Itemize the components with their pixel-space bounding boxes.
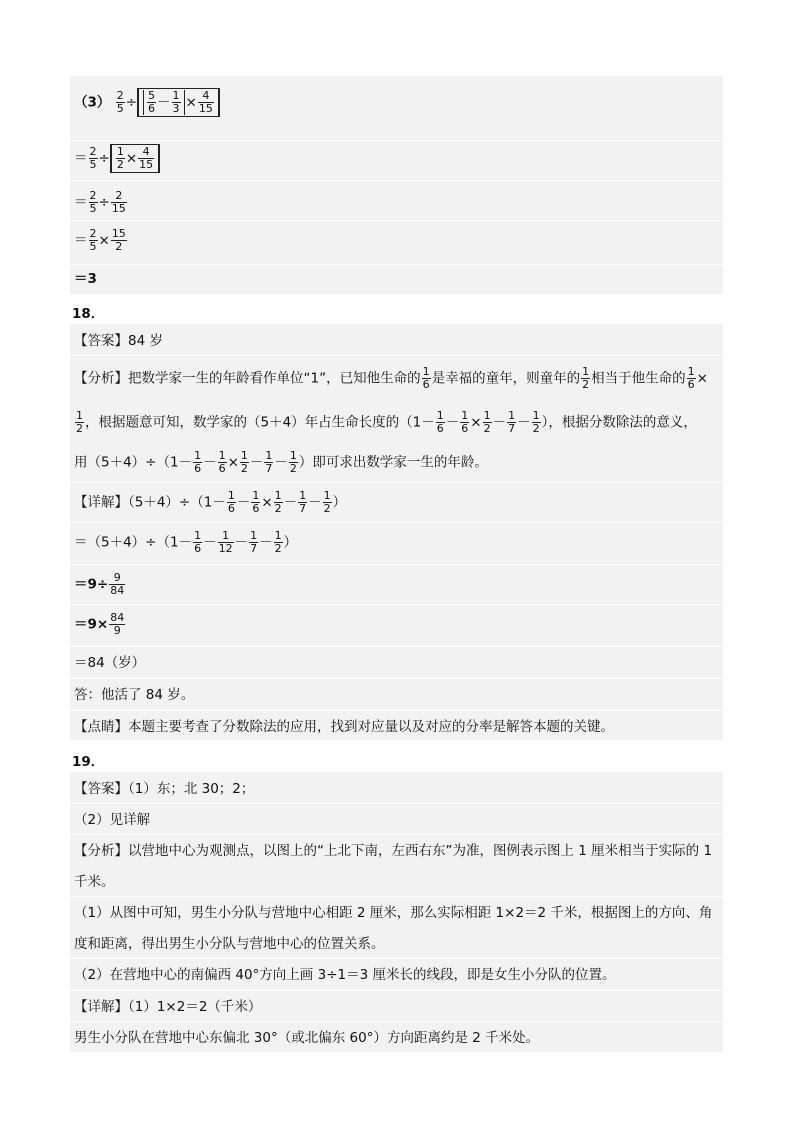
fraction: $\frac{1}{2}$ <box>116 145 124 171</box>
fraction: $\frac{1}{6}$ <box>461 409 469 435</box>
q19-analysis-line1: 【分析】以营地中心为观测点，以图上的“上北下南，左西右东”为准，图例表示图上 1 厘米相当于实际的 1 <box>74 843 713 859</box>
q17-line3: ＝ $\frac{2}{5}$ ÷ $\frac{2}{15}$ <box>74 189 126 215</box>
fraction: $\frac{2}{5}$ <box>89 145 97 171</box>
fraction: $\frac{9}{84}$ <box>110 571 125 597</box>
row-divider <box>70 958 723 959</box>
q19-number: 19． <box>72 754 105 770</box>
row-divider <box>70 220 723 221</box>
fraction: $\frac{1}{2}$ <box>532 409 540 435</box>
row-divider <box>70 646 723 647</box>
q19-part1-line1: （1）从图中可知，男生小分队与营地中心相距 2 厘米，那么实际相距 1×2＝2 千米，根据图上的方向、角 <box>74 905 713 921</box>
q17-line5: ＝3 <box>74 271 97 287</box>
q18-comment: 【点睛】本题主要考查了分数除法的应用，找到对应量以及对应的分率是解答本题的关键。 <box>74 719 614 735</box>
fraction: $\frac{1}{6}$ <box>194 449 202 475</box>
fraction: $\frac{5}{6}$ <box>148 89 156 115</box>
fraction: $\frac{4}{15}$ <box>198 89 213 115</box>
fraction: $\frac{2}{5}$ <box>116 89 124 115</box>
fraction: $\frac{1}{6}$ <box>436 409 444 435</box>
q17-line2: ＝ $\frac{2}{5}$ ÷ $\frac{1}{2}$ × $\frac{4}{15}$ <box>74 144 160 173</box>
q18-analysis-line3: 用（5＋4）÷（1－ $\frac{1}{6}$ － $\frac{1}{6}$ × $\frac{1}{2}$ － $\frac{1}{7}$ － $\frac{1}{2}$ ）即可求出数学家一生的年龄。 <box>74 449 488 475</box>
fraction: $\frac{84}{9}$ <box>110 611 125 637</box>
q19-analysis-line2: 千米。 <box>74 874 115 890</box>
row-divider <box>70 834 723 835</box>
fraction: $\frac{1}{2}$ <box>274 489 282 515</box>
fraction: $\frac{2}{15}$ <box>111 189 126 215</box>
row-divider <box>70 564 723 565</box>
fraction: $\frac{1}{7}$ <box>265 449 273 475</box>
q18-detail-line4: ＝9× $\frac{84}{9}$ <box>74 611 125 637</box>
row-divider <box>70 140 723 141</box>
fraction: $\frac{1}{2}$ <box>240 449 248 475</box>
fraction: $\frac{1}{2}$ <box>323 489 331 515</box>
fraction: $\frac{1}{6}$ <box>422 365 430 391</box>
paren: $\frac{5}{6}$ － $\frac{1}{3}$ <box>143 90 185 115</box>
row-divider <box>70 482 723 483</box>
row-divider <box>70 264 723 265</box>
q19-detail1: 【详解】（1）1×2＝2（千米） <box>74 999 262 1015</box>
q17-label: （3） <box>74 94 111 111</box>
row-divider <box>70 803 723 804</box>
fraction: $\frac{1}{2}$ <box>76 409 83 435</box>
q18-number: 18． <box>72 306 105 322</box>
row-divider <box>70 355 723 356</box>
q18-detail-line2: ＝（5＋4）÷（1－ $\frac{1}{6}$ － $\frac{1}{12}$ － $\frac{1}{7}$ － $\frac{1}{2}$ ） <box>74 529 298 555</box>
row-divider <box>70 1021 723 1022</box>
q19-answer2: （2）见详解 <box>74 812 151 828</box>
fraction: $\frac{1}{2}$ <box>582 365 590 391</box>
fraction: $\frac{15}{2}$ <box>111 227 126 253</box>
fraction: $\frac{1}{2}$ <box>289 449 297 475</box>
q18-detail-line3: ＝9÷ $\frac{9}{84}$ <box>74 571 125 597</box>
q17-line4: ＝ $\frac{2}{5}$ × $\frac{15}{2}$ <box>74 227 126 253</box>
q18-analysis-line2: $\frac{1}{2}$ ，根据题意可知，数学家的（5＋4）年占生命长度的（1－ $\frac{1}{6}$ － $\frac{1}{6}$ × $\frac{1}{2}$ － $\frac{1}{7}$ － $\frac{1}{2}$ ），根据分数除法的意义， <box>76 409 697 435</box>
fraction: $\frac{1}{3}$ <box>172 89 180 115</box>
row-divider <box>70 896 723 897</box>
fraction: $\frac{1}{7}$ <box>250 529 258 555</box>
fraction: $\frac{2}{5}$ <box>89 227 97 253</box>
q19-part1-line2: 度和距离，得出男生小分队与营地中心的位置关系。 <box>74 936 385 952</box>
square-bracket: $\frac{1}{2}$ × $\frac{4}{15}$ <box>110 144 160 173</box>
fraction: $\frac{1}{2}$ <box>274 529 282 555</box>
row-divider <box>70 678 723 679</box>
q19-detail2: 男生小分队在营地中心东偏北 30°（或北偏东 60°）方向距离约是 2 千米处。 <box>74 1030 540 1046</box>
q19-part2: （2）在营地中心的南偏西 40°方向上画 3÷1＝3 厘米长的线段，即是女生小分队的位置。 <box>74 967 616 983</box>
row-divider <box>70 710 723 711</box>
q18-analysis-line1: 【分析】把数学家一生的年龄看作单位“1”，已知他生命的 $\frac{1}{6}$ 是幸福的童年，则童年的 $\frac{1}{2}$ 相当于他生命的 $\frac{1}{6}$ × <box>74 365 708 391</box>
fraction: $\frac{2}{5}$ <box>89 189 97 215</box>
row-divider <box>70 180 723 181</box>
row-divider <box>70 604 723 605</box>
fraction: $\frac{1}{12}$ <box>218 529 233 555</box>
fraction: $\frac{4}{15}$ <box>139 145 154 171</box>
q18-detail-line1: 【详解】（5＋4）÷（1－ $\frac{1}{6}$ － $\frac{1}{6}$ × $\frac{1}{2}$ － $\frac{1}{7}$ － $\frac{1}{2}$ ） <box>74 489 347 515</box>
row-divider <box>70 990 723 991</box>
q18-answer: 【答案】84 岁 <box>74 333 163 349</box>
fraction: $\frac{1}{6}$ <box>227 489 235 515</box>
fraction: $\frac{1}{6}$ <box>252 489 260 515</box>
q17-line1: （3） $\frac{2}{5}$ ÷ $\frac{5}{6}$ － $\frac{1}{3}$ × $\frac{4}{15}$ <box>74 88 220 117</box>
q18-reply: 答：他活了 84 岁。 <box>74 687 195 703</box>
fraction: $\frac{1}{6}$ <box>218 449 226 475</box>
row-divider <box>70 522 723 523</box>
fraction: $\frac{1}{7}$ <box>508 409 516 435</box>
fraction: $\frac{1}{7}$ <box>299 489 307 515</box>
square-bracket: $\frac{5}{6}$ － $\frac{1}{3}$ × $\frac{4}{15}$ <box>137 88 220 117</box>
fraction: $\frac{1}{6}$ <box>687 365 695 391</box>
fraction: $\frac{1}{6}$ <box>194 529 202 555</box>
q18-detail-line5: ＝84（岁） <box>74 655 146 671</box>
q19-answer1: 【答案】（1）东；北 30；2； <box>74 781 255 797</box>
fraction: $\frac{1}{2}$ <box>483 409 491 435</box>
